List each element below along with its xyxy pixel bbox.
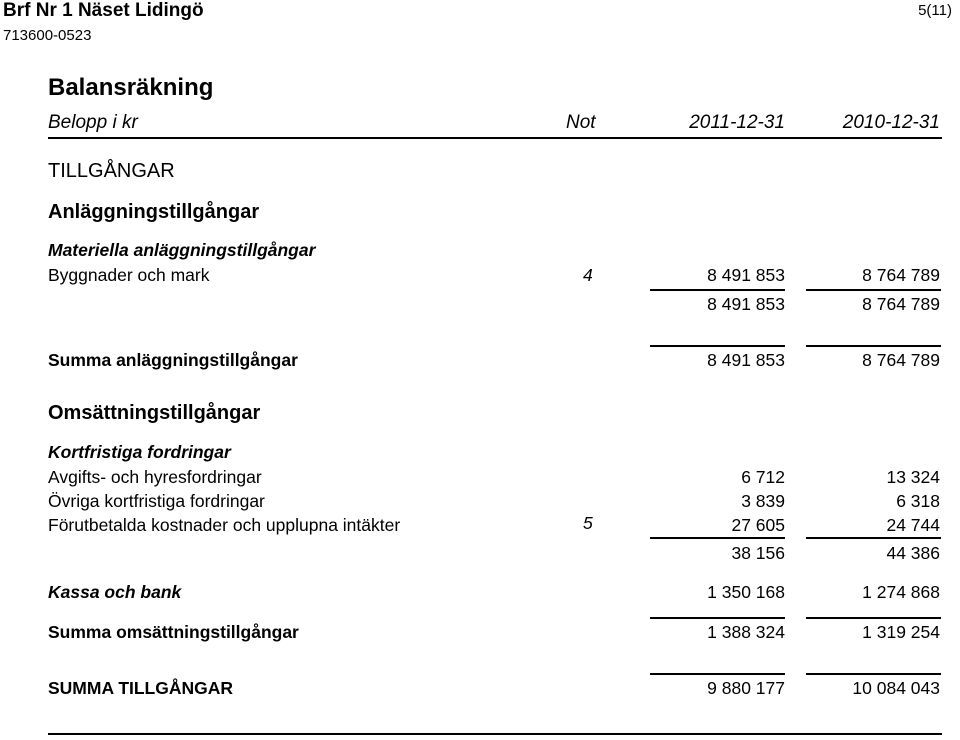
receivable-row-2010: 24 744 — [886, 515, 940, 535]
total-rule — [806, 617, 941, 619]
year1-column-header: 2011-12-31 — [689, 112, 785, 133]
current-assets-total-2011: 1 388 324 — [707, 622, 785, 642]
grand-total-rule — [806, 673, 941, 675]
tangible-subtotal-2011: 8 491 853 — [707, 294, 785, 314]
current-assets-total-label: Summa omsättningstillgångar — [48, 622, 299, 642]
organization-name: Brf Nr 1 Näset Lidingö — [3, 0, 204, 21]
year2-column-header: 2010-12-31 — [842, 112, 940, 133]
page-title: Balansräkning — [48, 74, 214, 101]
buildings-land-2011: 8 491 853 — [707, 265, 785, 285]
amount-column-label: Belopp i kr — [48, 112, 138, 133]
cash-bank-2010: 1 274 868 — [862, 582, 940, 602]
fixed-assets-total-label: Summa anläggningstillgångar — [48, 350, 298, 370]
subtotal-rule — [650, 289, 785, 291]
organization-number: 713600-0523 — [3, 27, 92, 44]
buildings-land-label: Byggnader och mark — [48, 265, 210, 285]
receivables-subtotal-2010: 44 386 — [886, 543, 940, 563]
receivable-row-2011: 3 839 — [741, 491, 785, 511]
receivable-row-label: Avgifts- och hyresfordringar — [48, 467, 262, 487]
receivable-row-2010: 6 318 — [896, 491, 940, 511]
tangible-subtotal-2010: 8 764 789 — [862, 294, 940, 314]
tangible-assets-heading: Materiella anläggningstillgångar — [48, 240, 316, 260]
cash-bank-2011: 1 350 168 — [707, 582, 785, 602]
grand-total-label: SUMMA TILLGÅNGAR — [48, 678, 234, 698]
receivable-row-2011: 27 605 — [731, 515, 785, 535]
subtotal-rule — [806, 289, 941, 291]
subtotal-rule — [650, 537, 785, 539]
bottom-rule — [48, 733, 942, 735]
buildings-land-2010: 8 764 789 — [862, 265, 940, 285]
grand-total-rule — [650, 673, 785, 675]
receivable-row-2011: 6 712 — [741, 467, 785, 487]
total-rule — [650, 345, 785, 347]
assets-heading: TILLGÅNGAR — [48, 160, 175, 182]
current-assets-heading: Omsättningstillgångar — [48, 402, 261, 424]
cash-bank-label: Kassa och bank — [48, 582, 182, 602]
receivables-heading: Kortfristiga fordringar — [48, 442, 231, 462]
receivable-row-label: Förutbetalda kostnader och upplupna intäkter — [48, 515, 401, 535]
header-rule — [48, 137, 942, 139]
receivable-row-2010: 13 324 — [886, 467, 940, 487]
note-column-header: Not — [566, 112, 596, 133]
current-assets-total-2010: 1 319 254 — [862, 622, 940, 642]
total-rule — [650, 617, 785, 619]
receivable-row-label: Övriga kortfristiga fordringar — [48, 491, 265, 511]
buildings-land-note: 4 — [583, 265, 593, 285]
grand-total-2011: 9 880 177 — [707, 678, 785, 698]
fixed-assets-heading: Anläggningstillgångar — [48, 201, 260, 223]
receivables-subtotal-2011: 38 156 — [731, 543, 785, 563]
grand-total-2010: 10 084 043 — [852, 678, 940, 698]
receivable-row-note: 5 — [583, 513, 593, 533]
total-rule — [806, 345, 941, 347]
fixed-assets-total-2011: 8 491 853 — [707, 350, 785, 370]
subtotal-rule — [806, 537, 941, 539]
fixed-assets-total-2010: 8 764 789 — [862, 350, 940, 370]
page-number: 5(11) — [918, 2, 952, 19]
